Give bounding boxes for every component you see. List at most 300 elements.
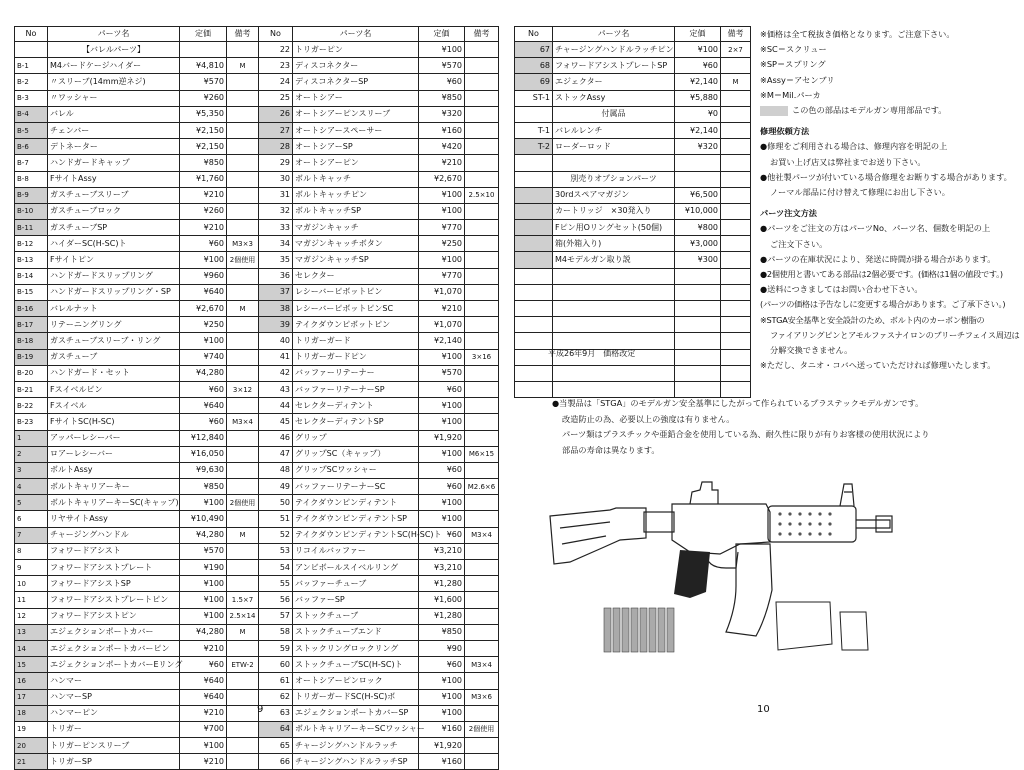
part-price: ¥3,210 [419, 543, 465, 559]
part-number: 41 [259, 349, 293, 365]
part-note [465, 430, 499, 446]
part-number: B-8 [15, 171, 48, 187]
table-row [15, 268, 259, 284]
part-name: Fスイベル [48, 398, 180, 414]
table-row [15, 236, 259, 252]
part-number: 5 [15, 495, 48, 511]
part-note: 2.5×14 [227, 608, 259, 624]
table-row [259, 187, 499, 203]
table-header [259, 27, 499, 42]
table-row [259, 268, 499, 284]
part-name: ハンマー [48, 673, 180, 689]
part-name: ローダーロッド [553, 139, 675, 155]
part-number [515, 106, 553, 122]
part-note [721, 90, 751, 106]
part-name: ストックチューブエンド [293, 624, 419, 640]
part-price: ¥60 [419, 74, 465, 90]
part-number: 10 [15, 576, 48, 592]
part-number: 64 [259, 721, 293, 737]
table-row [259, 560, 499, 576]
table-row [259, 155, 499, 171]
part-number [515, 301, 553, 317]
part-name [553, 155, 675, 171]
part-name: ディスコネクター [293, 58, 419, 74]
part-price: ¥16,050 [180, 446, 227, 462]
table-row [15, 705, 259, 721]
part-note: M [227, 527, 259, 543]
part-price: ¥250 [419, 236, 465, 252]
part-price: ¥640 [180, 673, 227, 689]
part-number: B-18 [15, 333, 48, 349]
part-note [465, 252, 499, 268]
part-name: バレルナット [48, 301, 180, 317]
part-name: オートシアーピン [293, 155, 419, 171]
table-row [15, 333, 259, 349]
part-price: ¥1,280 [419, 576, 465, 592]
part-name: テイクダウンピンディテントSC(H-SC)ト [293, 527, 419, 543]
part-name: 箱(外箱入り) [553, 236, 675, 252]
part-name: グリップSCワッシャー [293, 462, 419, 478]
part-number: B-10 [15, 203, 48, 219]
part-number: 52 [259, 527, 293, 543]
part-name: ディスコネクターSP [293, 74, 419, 90]
order-line: 分解交換できません。 [770, 345, 853, 356]
table-row [259, 122, 499, 138]
part-number: 66 [259, 754, 293, 770]
part-note [465, 365, 499, 381]
part-number: B-13 [15, 252, 48, 268]
part-note [227, 462, 259, 478]
col-price: 定価 [675, 27, 721, 42]
part-name: ボルトキャリアーキーSC(キャップ) [48, 495, 180, 511]
part-note [465, 284, 499, 300]
table-row [15, 527, 259, 543]
part-note: 3×12 [227, 381, 259, 397]
part-number [515, 268, 553, 284]
part-price: ¥210 [180, 705, 227, 721]
m4-rifle-illustration [540, 468, 900, 664]
order-line: ●2個使用と書いてある部品は2個必要です。(価格は1個の値段です。) [760, 269, 1003, 280]
table-row [515, 74, 751, 90]
note-line: ※SC＝スクリュー [760, 44, 827, 55]
part-name: フォワードアシストプレート [48, 560, 180, 576]
part-number: 39 [259, 317, 293, 333]
part-name [553, 317, 675, 333]
table-row [515, 139, 751, 155]
repair-line: ●修理をご利用される場合は、修理内容を明記の上 [760, 141, 948, 152]
part-price: ¥210 [180, 640, 227, 656]
part-price: ¥700 [180, 721, 227, 737]
part-name: リコイルバッファー [293, 543, 419, 559]
col-no: No [515, 27, 553, 42]
part-name: ガスチューブスリーブ・リング [48, 333, 180, 349]
part-price: ¥60 [180, 381, 227, 397]
table-row [259, 479, 499, 495]
table-row [515, 90, 751, 106]
part-number: 65 [259, 738, 293, 754]
part-number: 22 [259, 42, 293, 58]
part-note: M [227, 301, 259, 317]
repair-line: ●他社製パーツが付いている場合修理をお断りする場合があります。 [760, 171, 1012, 182]
part-name: 30rdスペアマガジン [553, 187, 675, 203]
table-row [15, 398, 259, 414]
table-row [259, 592, 499, 608]
part-price: ¥210 [419, 155, 465, 171]
part-price: ¥770 [419, 220, 465, 236]
table-row [515, 122, 751, 138]
table-row [259, 414, 499, 430]
part-note [465, 139, 499, 155]
page-number-right: 10 [757, 704, 770, 715]
part-note [227, 203, 259, 219]
table-row [15, 381, 259, 397]
table-row [259, 721, 499, 737]
part-number [515, 252, 553, 268]
table-row [259, 527, 499, 543]
part-number: 29 [259, 155, 293, 171]
part-note [465, 381, 499, 397]
part-name: テイクダウンピンディテントSP [293, 511, 419, 527]
part-number: 25 [259, 90, 293, 106]
part-name [553, 333, 675, 349]
part-note: 2×7 [721, 42, 751, 58]
revision-date: 平成26年9月 価格改定 [548, 349, 636, 358]
part-note [721, 365, 751, 381]
part-name: オートシアーSP [293, 139, 419, 155]
part-number: 18 [15, 705, 48, 721]
part-number: B-9 [15, 187, 48, 203]
table-row [15, 754, 259, 770]
part-name: オートシアーピンスリーブ [293, 106, 419, 122]
part-note [721, 106, 751, 122]
part-price: ¥160 [419, 122, 465, 138]
part-number [15, 42, 48, 58]
part-note [227, 74, 259, 90]
part-number [515, 284, 553, 300]
part-name: セレクターディテントSP [293, 414, 419, 430]
part-price: ¥100 [180, 495, 227, 511]
part-number: 13 [15, 624, 48, 640]
part-note [465, 511, 499, 527]
part-name: アンビボールスイベルリング [293, 560, 419, 576]
part-price [675, 333, 721, 349]
part-number [515, 317, 553, 333]
part-name: ロアーレシーバー [48, 446, 180, 462]
part-name: フォワードアシスト [48, 543, 180, 559]
part-price: ¥190 [180, 560, 227, 576]
part-price: ¥320 [419, 106, 465, 122]
table-row [259, 106, 499, 122]
table-row [15, 122, 259, 138]
part-note [465, 495, 499, 511]
gray-swatch [760, 106, 788, 116]
table-row [515, 252, 751, 268]
part-number: 14 [15, 640, 48, 656]
part-name: ストックチューブ [293, 608, 419, 624]
part-number: 53 [259, 543, 293, 559]
part-number [515, 333, 553, 349]
table-row [259, 576, 499, 592]
part-name: Fスイベルピン [48, 381, 180, 397]
part-number: 12 [15, 608, 48, 624]
part-name: M4バードケージハイダー [48, 58, 180, 74]
part-name: セレクターディテント [293, 398, 419, 414]
part-number: 7 [15, 527, 48, 543]
part-price: ¥4,280 [180, 527, 227, 543]
part-name: オートシアー [293, 90, 419, 106]
part-name: 付属品 [553, 106, 675, 122]
part-price: ¥210 [180, 187, 227, 203]
part-number: 28 [259, 139, 293, 155]
part-name: バッファーリテーナーSC [293, 479, 419, 495]
part-number: 9 [15, 560, 48, 576]
part-name: マガジンキャッチボタン [293, 236, 419, 252]
order-heading: パーツ注文方法 [760, 208, 817, 219]
part-price: ¥100 [419, 187, 465, 203]
part-note [227, 155, 259, 171]
part-number: B-23 [15, 414, 48, 430]
part-name [553, 268, 675, 284]
part-note [465, 640, 499, 656]
part-note [465, 705, 499, 721]
part-price: ¥10,490 [180, 511, 227, 527]
part-price: ¥260 [180, 203, 227, 219]
table-row [15, 430, 259, 446]
part-price: ¥160 [419, 754, 465, 770]
part-number: 35 [259, 252, 293, 268]
part-price: ¥570 [180, 74, 227, 90]
part-price: ¥160 [419, 721, 465, 737]
table-row [259, 139, 499, 155]
part-note [465, 268, 499, 284]
part-number: T-1 [515, 122, 553, 138]
part-price: ¥100 [419, 673, 465, 689]
part-price: ¥850 [180, 155, 227, 171]
part-price: ¥60 [675, 58, 721, 74]
product-description [552, 396, 992, 458]
part-note [227, 349, 259, 365]
part-note [465, 543, 499, 559]
table-row [259, 738, 499, 754]
table-row [15, 721, 259, 737]
table-row [259, 42, 499, 58]
part-name: チャージングハンドルラッチ [293, 738, 419, 754]
part-number: 42 [259, 365, 293, 381]
part-name: リヤサイトAssy [48, 511, 180, 527]
part-price: ¥12,840 [180, 430, 227, 446]
part-note [465, 608, 499, 624]
part-price: ¥2,670 [180, 301, 227, 317]
part-price: ¥4,280 [180, 365, 227, 381]
table-row [15, 543, 259, 559]
part-price: ¥210 [419, 301, 465, 317]
col-price: 定価 [180, 27, 227, 42]
part-name: ガスチューブロック [48, 203, 180, 219]
col-name: パーツ名 [553, 27, 675, 42]
part-note: M [227, 58, 259, 74]
table-row [15, 252, 259, 268]
part-note [227, 333, 259, 349]
part-price: ¥1,600 [419, 592, 465, 608]
part-number: 20 [15, 738, 48, 754]
part-name: ボルトキャッチSP [293, 203, 419, 219]
part-name: ハンマーピン [48, 705, 180, 721]
part-price [675, 349, 721, 365]
part-number: 60 [259, 657, 293, 673]
table-row [15, 673, 259, 689]
part-note [227, 122, 259, 138]
parts-table-2 [258, 26, 499, 770]
part-number: 40 [259, 333, 293, 349]
part-name: ハンドガードキャップ [48, 155, 180, 171]
table-row [259, 74, 499, 90]
part-name: トリガー [48, 721, 180, 737]
part-note [465, 673, 499, 689]
page-number-left: 9 [257, 704, 264, 715]
part-number: 58 [259, 624, 293, 640]
part-note [721, 58, 751, 74]
table-row [259, 495, 499, 511]
part-note: M2.6×6 [465, 479, 499, 495]
part-price: ¥640 [180, 284, 227, 300]
part-price: ¥100 [419, 705, 465, 721]
part-price: ¥100 [180, 333, 227, 349]
table-row [15, 301, 259, 317]
table-row [15, 479, 259, 495]
table-row [259, 640, 499, 656]
note-line: ※SP＝スプリング [760, 59, 826, 70]
table-row [259, 657, 499, 673]
part-name: トリガーピンスリーブ [48, 738, 180, 754]
part-number: 1 [15, 430, 48, 446]
part-number: 68 [515, 58, 553, 74]
part-price: ¥570 [419, 365, 465, 381]
part-price: ¥2,140 [675, 74, 721, 90]
part-note [227, 398, 259, 414]
table-header [515, 27, 751, 42]
part-name: ボルトキャリアーキーSCワッシャー [293, 721, 419, 737]
part-name: Fピン用Oリングセット(50個) [553, 220, 675, 236]
part-note: 2.5×10 [465, 187, 499, 203]
part-note [227, 479, 259, 495]
order-line: ●パーツの在庫状況により、発送に時間が掛る場合があります。 [760, 253, 996, 264]
part-note: 2個使用 [227, 495, 259, 511]
part-number: 2 [15, 446, 48, 462]
col-no: No [259, 27, 293, 42]
part-number [515, 187, 553, 203]
part-note [465, 592, 499, 608]
part-number: B-6 [15, 139, 48, 155]
part-price: ¥250 [180, 317, 227, 333]
note-line: ※M＝Mil.パーカ [760, 89, 821, 100]
part-name: エジェクションポートカバーSP [293, 705, 419, 721]
part-number: 11 [15, 592, 48, 608]
part-name [553, 365, 675, 381]
part-name: セレクター [293, 268, 419, 284]
part-price: ¥1,280 [419, 608, 465, 624]
part-number: 46 [259, 430, 293, 446]
part-note [227, 317, 259, 333]
part-note [227, 560, 259, 576]
part-name: ガスチューブSP [48, 220, 180, 236]
part-price: ¥570 [180, 543, 227, 559]
part-note [465, 236, 499, 252]
part-price: ¥850 [419, 90, 465, 106]
part-price: ¥1,070 [419, 284, 465, 300]
part-name: アッパーレシーバー [48, 430, 180, 446]
part-name: フォワードアシストピン [48, 608, 180, 624]
table-row [15, 689, 259, 705]
table-row [515, 301, 751, 317]
part-number: B-21 [15, 381, 48, 397]
part-note [465, 414, 499, 430]
table-row [259, 284, 499, 300]
table-row [515, 268, 751, 284]
part-note: M6×15 [465, 446, 499, 462]
part-price: ¥60 [419, 527, 465, 543]
part-price: ¥5,350 [180, 106, 227, 122]
table-row [259, 608, 499, 624]
part-note [227, 220, 259, 236]
part-number: 8 [15, 543, 48, 559]
part-number: 62 [259, 689, 293, 705]
part-number: B-15 [15, 284, 48, 300]
part-name: 別売りオプションパーツ [553, 171, 675, 187]
table-row [15, 317, 259, 333]
table-row [15, 90, 259, 106]
part-note: 2個使用 [465, 721, 499, 737]
part-number: 43 [259, 381, 293, 397]
table-row [15, 560, 259, 576]
part-note [465, 122, 499, 138]
part-number: 61 [259, 673, 293, 689]
part-number: B-2 [15, 74, 48, 90]
part-name: マガジンキャッチSP [293, 252, 419, 268]
table-row [259, 220, 499, 236]
order-line: ※ただし、タニオ・コバへ送っていただければ修理いたします。 [760, 360, 996, 371]
part-name: 【バレルパーツ】 [48, 42, 180, 58]
part-name: ガスチューブ [48, 349, 180, 365]
part-name: チャージングハンドルラッチピン [553, 42, 675, 58]
part-note [227, 511, 259, 527]
part-number: 3 [15, 462, 48, 478]
table-row [15, 220, 259, 236]
table-row [259, 333, 499, 349]
table-row [15, 74, 259, 90]
table-row [259, 171, 499, 187]
col-note: 備考 [721, 27, 751, 42]
part-number: 57 [259, 608, 293, 624]
part-name: ストックチューブSC(H-SC)ト [293, 657, 419, 673]
part-number: 6 [15, 511, 48, 527]
part-name: ガスチューブスリーブ [48, 187, 180, 203]
part-price: ¥60 [419, 657, 465, 673]
part-number [515, 365, 553, 381]
part-name: FサイトAssy [48, 171, 180, 187]
part-number: 24 [259, 74, 293, 90]
part-note [465, 155, 499, 171]
part-number: 4 [15, 479, 48, 495]
part-name: ボルトキャッチ [293, 171, 419, 187]
part-number [515, 349, 553, 365]
part-number: B-3 [15, 90, 48, 106]
part-price: ¥100 [419, 349, 465, 365]
table-row [259, 365, 499, 381]
part-number: B-5 [15, 122, 48, 138]
col-name: パーツ名 [48, 27, 180, 42]
part-price: ¥9,630 [180, 462, 227, 478]
part-price: ¥420 [419, 139, 465, 155]
